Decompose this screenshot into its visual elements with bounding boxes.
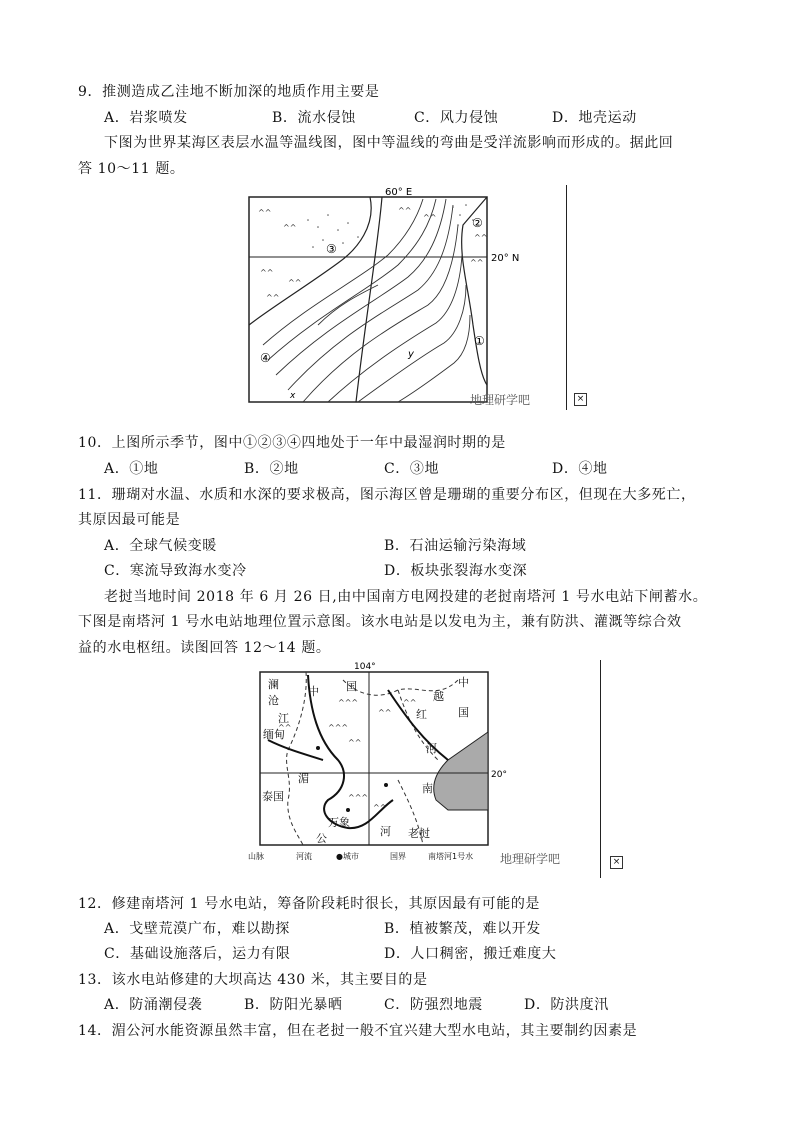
map2-lon-label: 104° bbox=[354, 662, 376, 672]
q13-stem: 13．该水电站修建的大坝高达 430 米，其主要目的是 bbox=[78, 972, 428, 988]
label-cang: 沧 bbox=[268, 694, 279, 707]
q12-option-a: A．戈壁荒漠广布，难以勘探 bbox=[104, 921, 290, 937]
q10-stem: 10．上图所示季节，图中①②③④四地处于一年中最湿润时期的是 bbox=[78, 435, 506, 451]
map2-legend bbox=[248, 851, 473, 861]
q11-option-d: D．板块张裂海水变深 bbox=[384, 563, 528, 579]
q12-stem: 12．修建南塔河 1 号水电站，筹备阶段耗时很长，其原因最有可能的是 bbox=[78, 896, 541, 912]
map1-watermark: 地理研学吧 bbox=[470, 393, 531, 407]
marker-4: ④ bbox=[260, 351, 271, 365]
q14-stem: 14．湄公河水能资源虽然丰富，但在老挝一般不宜兴建大型水电站，其主要制约因素是 bbox=[78, 1023, 638, 1039]
map2-lat-label: 20° bbox=[491, 770, 507, 780]
figure1-separator bbox=[566, 185, 567, 410]
q9-option-c: C．风力侵蚀 bbox=[414, 110, 499, 126]
q12-option-d: D．人口稠密，搬迁难度大 bbox=[384, 946, 557, 962]
label-guo2: 国 bbox=[458, 706, 469, 719]
q11-option-c: C．寒流导致海水变冷 bbox=[104, 563, 247, 579]
q10-option-d: D．④地 bbox=[552, 461, 608, 477]
legend-city: ●城市 bbox=[336, 852, 359, 861]
q9-option-d: D．地壳运动 bbox=[552, 110, 637, 126]
intro1-line1: 下图为世界某海区表层水温等温线图，图中等温线的弯曲是受洋流影响而形成的。据此回 bbox=[104, 135, 674, 151]
map2-watermark: 地理研学吧 bbox=[500, 852, 561, 866]
hydropower-map bbox=[248, 660, 548, 865]
svg-text:^^: ^^ bbox=[288, 278, 302, 287]
svg-text:^^: ^^ bbox=[258, 208, 272, 217]
q11-stem-line1: 11．珊瑚对水温、水质和水深的要求极高，图示海区曾是珊瑚的重要分布区，但现在大多死亡， bbox=[78, 487, 696, 503]
intro2-line2: 下图是南塔河 1 号水电站地理位置示意图。该水电站是以发电为主，兼有防洪、灌溉等综合效 bbox=[78, 614, 682, 630]
broken-image-icon-2: × bbox=[610, 856, 623, 869]
svg-text:^^: ^^ bbox=[423, 213, 437, 222]
marker-3: ③ bbox=[326, 242, 337, 256]
svg-text:^^: ^^ bbox=[283, 223, 297, 232]
q13-option-b: B．防阳光暴晒 bbox=[244, 997, 343, 1013]
svg-text:^^: ^^ bbox=[266, 293, 280, 302]
label-he2: 河 bbox=[380, 825, 391, 838]
marker-1: ① bbox=[474, 334, 485, 348]
intro1-line2: 答 10～11 题。 bbox=[78, 161, 185, 177]
label-taiguo: 泰国 bbox=[262, 790, 284, 803]
legend-station: 南塔河1号水 bbox=[428, 852, 474, 861]
isotherm-map-svg bbox=[248, 185, 560, 405]
marker-2: ② bbox=[472, 216, 483, 230]
svg-text:^^: ^^ bbox=[403, 698, 417, 707]
label-miandian: 缅甸 bbox=[263, 728, 285, 741]
svg-text:^^: ^^ bbox=[260, 268, 274, 277]
q13-option-c: C．防强烈地震 bbox=[384, 997, 483, 1013]
q9-option-b: B．流水侵蚀 bbox=[272, 110, 356, 126]
svg-text:^^: ^^ bbox=[470, 258, 484, 267]
q13-option-d: D．防洪度汛 bbox=[524, 997, 609, 1013]
svg-text:^^^: ^^^ bbox=[338, 698, 359, 707]
label-laowo: 老挝 bbox=[408, 827, 430, 840]
label-he: 河 bbox=[426, 742, 437, 755]
label-hong: 红 bbox=[416, 708, 427, 721]
figure2-separator bbox=[600, 660, 601, 878]
q12-option-c: C．基础设施落后，运力有限 bbox=[104, 946, 291, 962]
svg-text:^^: ^^ bbox=[474, 233, 488, 242]
label-jiang: 江 bbox=[278, 712, 289, 725]
y-label: y bbox=[408, 349, 414, 360]
svg-text:^^: ^^ bbox=[398, 206, 412, 215]
q11-option-b: B．石油运输污染海域 bbox=[384, 538, 527, 554]
label-lan: 澜 bbox=[268, 678, 279, 691]
svg-text:^^: ^^ bbox=[278, 723, 292, 732]
svg-text:^^: ^^ bbox=[348, 738, 362, 747]
q9-stem: 9．推测造成乙洼地不断加深的地质作用主要是 bbox=[78, 84, 380, 100]
intro2-line3: 益的水电枢纽。读图回答 12～14 题。 bbox=[78, 640, 331, 656]
svg-text:^^: ^^ bbox=[373, 803, 387, 812]
lon-label: 60° E bbox=[385, 187, 413, 198]
q13-option-a: A．防涌潮侵袭 bbox=[104, 997, 203, 1013]
hydropower-map-svg bbox=[248, 660, 548, 865]
broken-image-icon: × bbox=[574, 393, 587, 406]
label-zhong2: 中 bbox=[458, 676, 469, 689]
svg-text:^^^: ^^^ bbox=[328, 723, 349, 732]
q10-option-a: A．①地 bbox=[104, 461, 159, 477]
svg-text:^^: ^^ bbox=[378, 708, 392, 717]
x-label: x bbox=[290, 391, 296, 401]
intro2-line1: 老挝当地时间 2018 年 6 月 26 日,由中国南方电网投建的老挝南塔河 1 号水电站下闸蓄水。 bbox=[104, 589, 708, 605]
label-zhong1: 中 bbox=[308, 685, 319, 698]
label-yue: 越 bbox=[433, 690, 444, 703]
q12-option-b: B．植被繁茂，难以开发 bbox=[384, 921, 541, 937]
label-wanxiang: 万象 bbox=[328, 816, 350, 829]
lat-label: 20° N bbox=[491, 253, 520, 264]
q9-option-a: A．岩浆喷发 bbox=[104, 110, 188, 126]
isotherm-map bbox=[248, 185, 560, 405]
label-mei: 湄 bbox=[298, 772, 309, 785]
label-nan: 南 bbox=[422, 782, 433, 795]
legend-border: 国界 bbox=[390, 852, 406, 861]
legend-river: 河流 bbox=[296, 852, 312, 861]
q11-stem-line2: 其原因最可能是 bbox=[78, 512, 181, 528]
label-guo1: 国 bbox=[346, 680, 357, 693]
q11-option-a: A．全球气候变暖 bbox=[104, 538, 217, 554]
q10-option-c: C．③地 bbox=[384, 461, 440, 477]
legend-mountain: 山脉 bbox=[248, 852, 264, 861]
label-gong: 公 bbox=[316, 832, 327, 845]
svg-text:^^^: ^^^ bbox=[348, 793, 369, 802]
q10-option-b: B．②地 bbox=[244, 461, 299, 477]
